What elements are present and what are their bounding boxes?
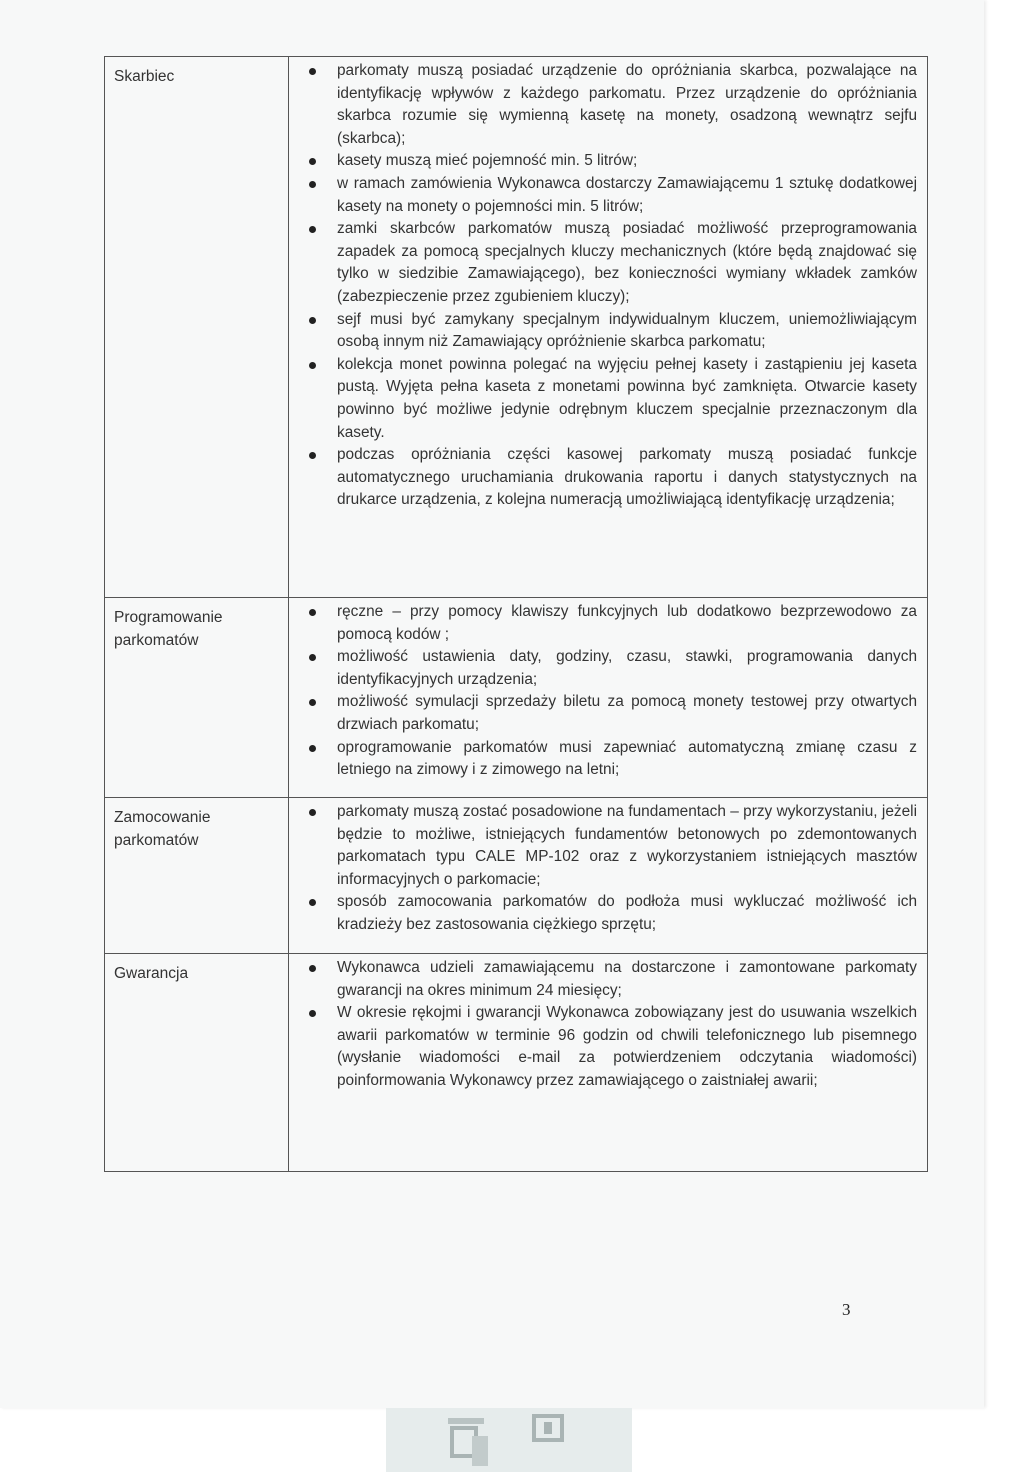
table-row-programowanie [105, 597, 927, 798]
list-item: Wykonawca udzieli zamawiającemu na dostarczone i zamontowane parkomaty gwarancji na okres minimum 24 miesięcy; [337, 957, 917, 1002]
list-item: sejf musi być zamykany specjalnym indywidualnym kluczem, uniemożliwiającym osobą innym niż Zamawiający opróżnienie skarbca parkomatu; [337, 309, 917, 354]
list-item: sposób zamocowania parkomatów do podłoża musi wykluczać możliwość ich kradzieży bez zastosowania ciężkiego sprzętu; [337, 891, 917, 936]
table-row-skarbiec [105, 57, 927, 597]
row-content [289, 57, 927, 597]
list-item: parkomaty muszą zostać posadowione na fundamentach – przy wykorzystaniu, jeżeli będzie to możliwe, istniejących fundamentów betonowych po zdemontowanych parkomatach typu CALE MP-102 oraz z wykorzystaniem istniejących masztów informacyjnych o parkomacie; [337, 801, 917, 891]
scan-mark-icon [386, 1408, 632, 1472]
bullet-list [337, 601, 917, 782]
specification-table [104, 56, 928, 1172]
row-label: Gwarancja [105, 954, 289, 1171]
bullet-list [337, 801, 917, 937]
list-item: zamki skarbców parkomatów muszą posiadać możliwość przeprogramowania zapadek za pomocą specjalnych kluczy mechanicznych (które będą znajdować się tylko w siedzibie Zamawiającego), bez konieczności wymiany wkładek zamków (zabezpieczenie przez zgubieniem kluczy); [337, 218, 917, 308]
row-label: Zamocowanie parkomatów [105, 798, 289, 954]
list-item: w ramach zamówienia Wykonawca dostarczy Zamawiającemu 1 sztukę dodatkowej kasety na monety o pojemności min. 5 litrów; [337, 173, 917, 218]
page-number: 3 [842, 1300, 851, 1319]
list-item: możliwość symulacji sprzedaży biletu za pomocą monety testowej przy otwartych drzwiach parkomatu; [337, 691, 917, 736]
list-item: możliwość ustawienia daty, godziny, czasu, stawki, programowania danych identyfikacyjnych urządzenia; [337, 646, 917, 691]
list-item: W okresie rękojmi i gwarancji Wykonawca zobowiązany jest do usuwania wszelkich awarii parkomatów w terminie 96 godzin od chwili telefonicznego lub pisemnego (wysłanie wiadomości e-mail za potwierdzeniem odczytania wiadomości) poinformowania Wykonawcy przez zamawiającego o zaistniałej awarii; [337, 1002, 917, 1092]
row-label: Skarbiec [105, 57, 289, 597]
list-item: ręczne – przy pomocy klawiszy funkcyjnych lub dodatkowo bezprzewodowo za pomocą kodów ; [337, 601, 917, 646]
list-item: oprogramowanie parkomatów musi zapewniać automatyczną zmianę czasu z letniego na zimowy i z zimowego na letni; [337, 737, 917, 782]
row-label: Programowanie parkomatów [105, 598, 289, 798]
table-row-gwarancja [105, 953, 927, 1171]
list-item: parkomaty muszą posiadać urządzenie do opróżniania skarbca, pozwalające na identyfikację wpływów z każdego parkomatu. Przez urządzenie do opróżniania skarbca rozumie się wymienną kasetę na monety, osadzoną wewnątrz sejfu (skarbca); [337, 60, 917, 150]
row-content [289, 798, 927, 954]
list-item: kasety muszą mieć pojemność min. 5 litrów; [337, 150, 917, 173]
scanner-stamp [386, 1408, 632, 1472]
list-item: kolekcja monet powinna polegać na wyjęciu pełnej kasety i zastąpieniu jej kaseta pustą. Wyjęta pełna kaseta z monetami powinna być zamknięta. Otwarcie kasety powinno być możliwe jedynie odrębnym kluczem specjalnie przeznaczonym dla kasety. [337, 354, 917, 444]
list-item: podczas opróżniania części kasowej parkomaty muszą posiadać funkcje automatycznego uruchamiania drukowania raportu i danych statystycznych na drukarce urządzenia, z kolejna numeracją umożliwiającą identyfikację urządzenia; [337, 444, 917, 512]
row-content [289, 954, 927, 1171]
bullet-list [337, 60, 917, 512]
bullet-list [337, 957, 917, 1093]
table-row-zamocowanie [105, 797, 927, 954]
row-content [289, 598, 927, 798]
